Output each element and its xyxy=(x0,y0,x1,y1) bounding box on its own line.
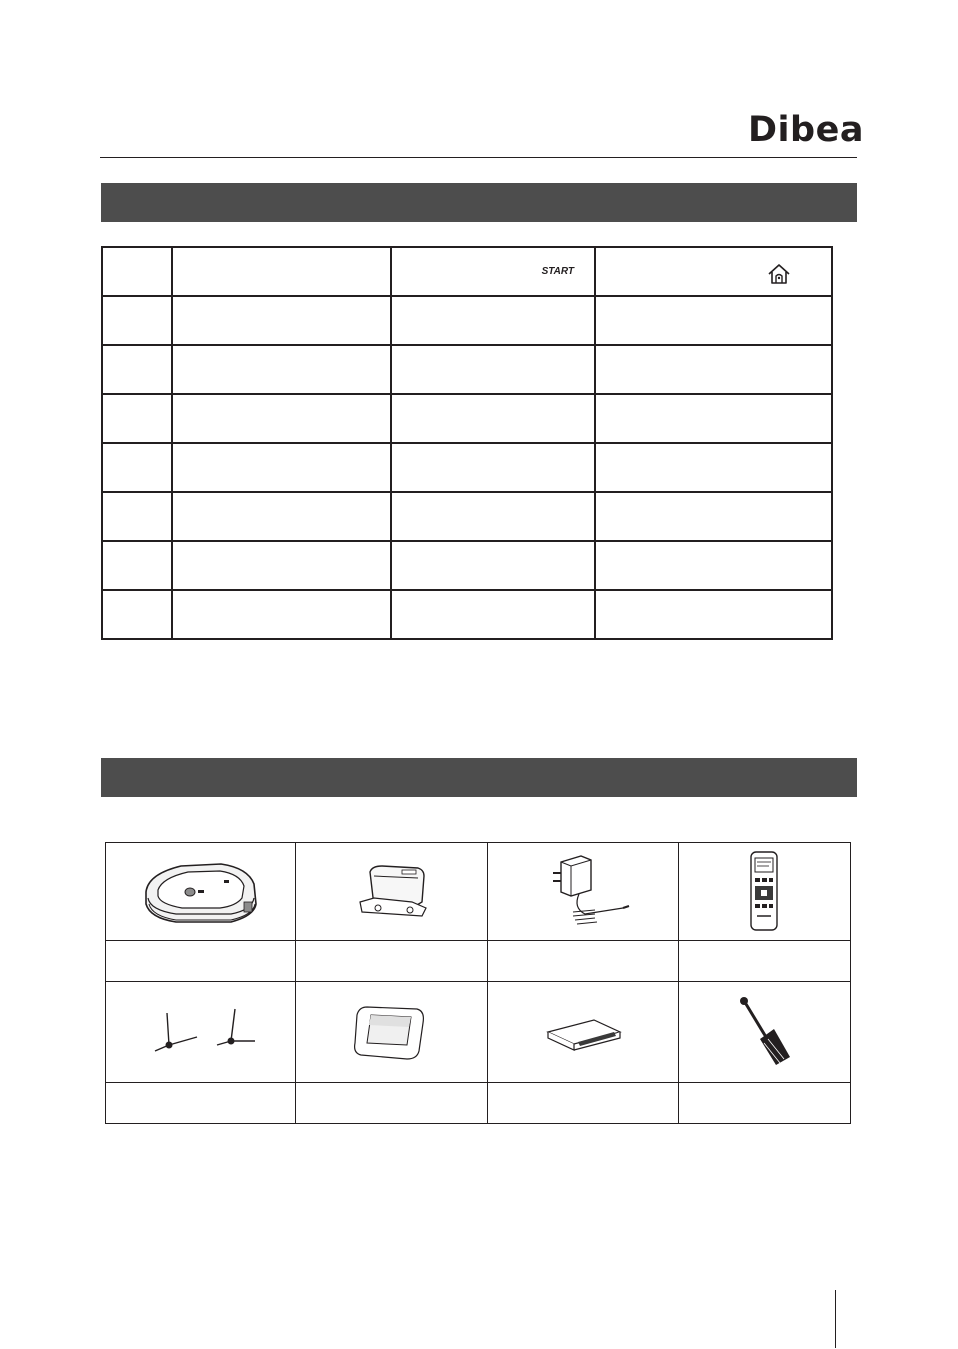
table-cell xyxy=(595,492,832,541)
table-row xyxy=(102,541,832,590)
table-cell xyxy=(391,345,595,394)
remote-control-illustration xyxy=(745,850,785,934)
power-adapter-illustration xyxy=(533,850,633,934)
table-cell xyxy=(172,443,391,492)
table-cell xyxy=(679,1083,851,1124)
home-icon xyxy=(767,262,791,286)
accessories-table xyxy=(105,842,851,1124)
section-bar-specifications xyxy=(101,183,857,222)
table-cell xyxy=(595,296,832,345)
table-cell xyxy=(488,982,679,1083)
side-brushes-illustration xyxy=(141,1007,261,1057)
table-cell xyxy=(296,982,488,1083)
table-cell xyxy=(595,541,832,590)
table-cell xyxy=(102,590,172,639)
table-row xyxy=(106,941,851,982)
page-number-rule xyxy=(835,1290,836,1348)
table-cell xyxy=(391,296,595,345)
table-cell xyxy=(172,247,391,296)
table-cell xyxy=(106,982,296,1083)
robot-vacuum-illustration xyxy=(136,852,266,932)
table-row xyxy=(102,345,832,394)
table-row xyxy=(102,443,832,492)
table-cell xyxy=(172,394,391,443)
header-rule xyxy=(100,157,857,158)
table-cell xyxy=(296,843,488,941)
table-cell xyxy=(595,394,832,443)
table-cell xyxy=(391,394,595,443)
table-cell xyxy=(106,1083,296,1124)
table-cell xyxy=(296,1083,488,1124)
cleaning-brush-illustration xyxy=(730,993,800,1071)
table-row xyxy=(102,394,832,443)
table-cell xyxy=(296,941,488,982)
table-row xyxy=(106,1083,851,1124)
start-button-label: START xyxy=(541,266,574,277)
table-cell xyxy=(679,843,851,941)
table-cell xyxy=(595,590,832,639)
table-cell xyxy=(172,296,391,345)
table-cell xyxy=(391,443,595,492)
table-cell xyxy=(172,492,391,541)
table-cell xyxy=(679,982,851,1083)
table-cell xyxy=(595,443,832,492)
table-cell xyxy=(106,843,296,941)
table-cell xyxy=(172,541,391,590)
table-cell xyxy=(391,590,595,639)
table-cell xyxy=(102,247,172,296)
table-row xyxy=(102,492,832,541)
table-cell xyxy=(488,1083,679,1124)
table-cell xyxy=(102,443,172,492)
spec-table xyxy=(101,246,833,640)
table-cell xyxy=(488,843,679,941)
table-cell xyxy=(102,345,172,394)
table-cell xyxy=(102,541,172,590)
brand-logo: Dibea xyxy=(748,110,864,150)
table-cell xyxy=(102,492,172,541)
table-cell xyxy=(488,941,679,982)
table-cell xyxy=(679,941,851,982)
table-cell xyxy=(106,941,296,982)
table-cell xyxy=(391,492,595,541)
table-cell xyxy=(391,247,595,296)
table-cell xyxy=(595,345,832,394)
table-cell xyxy=(391,541,595,590)
table-row xyxy=(102,296,832,345)
table-row xyxy=(102,247,832,296)
table-cell xyxy=(172,590,391,639)
table-cell xyxy=(595,247,832,296)
mop-pad-illustration xyxy=(347,1001,437,1063)
table-row xyxy=(102,590,832,639)
filter-illustration xyxy=(538,1012,628,1052)
table-cell xyxy=(102,296,172,345)
table-row xyxy=(106,982,851,1083)
table-cell xyxy=(102,394,172,443)
table-row xyxy=(106,843,851,941)
table-cell xyxy=(172,345,391,394)
charging-dock-illustration xyxy=(352,862,432,922)
section-bar-accessories xyxy=(101,758,857,797)
